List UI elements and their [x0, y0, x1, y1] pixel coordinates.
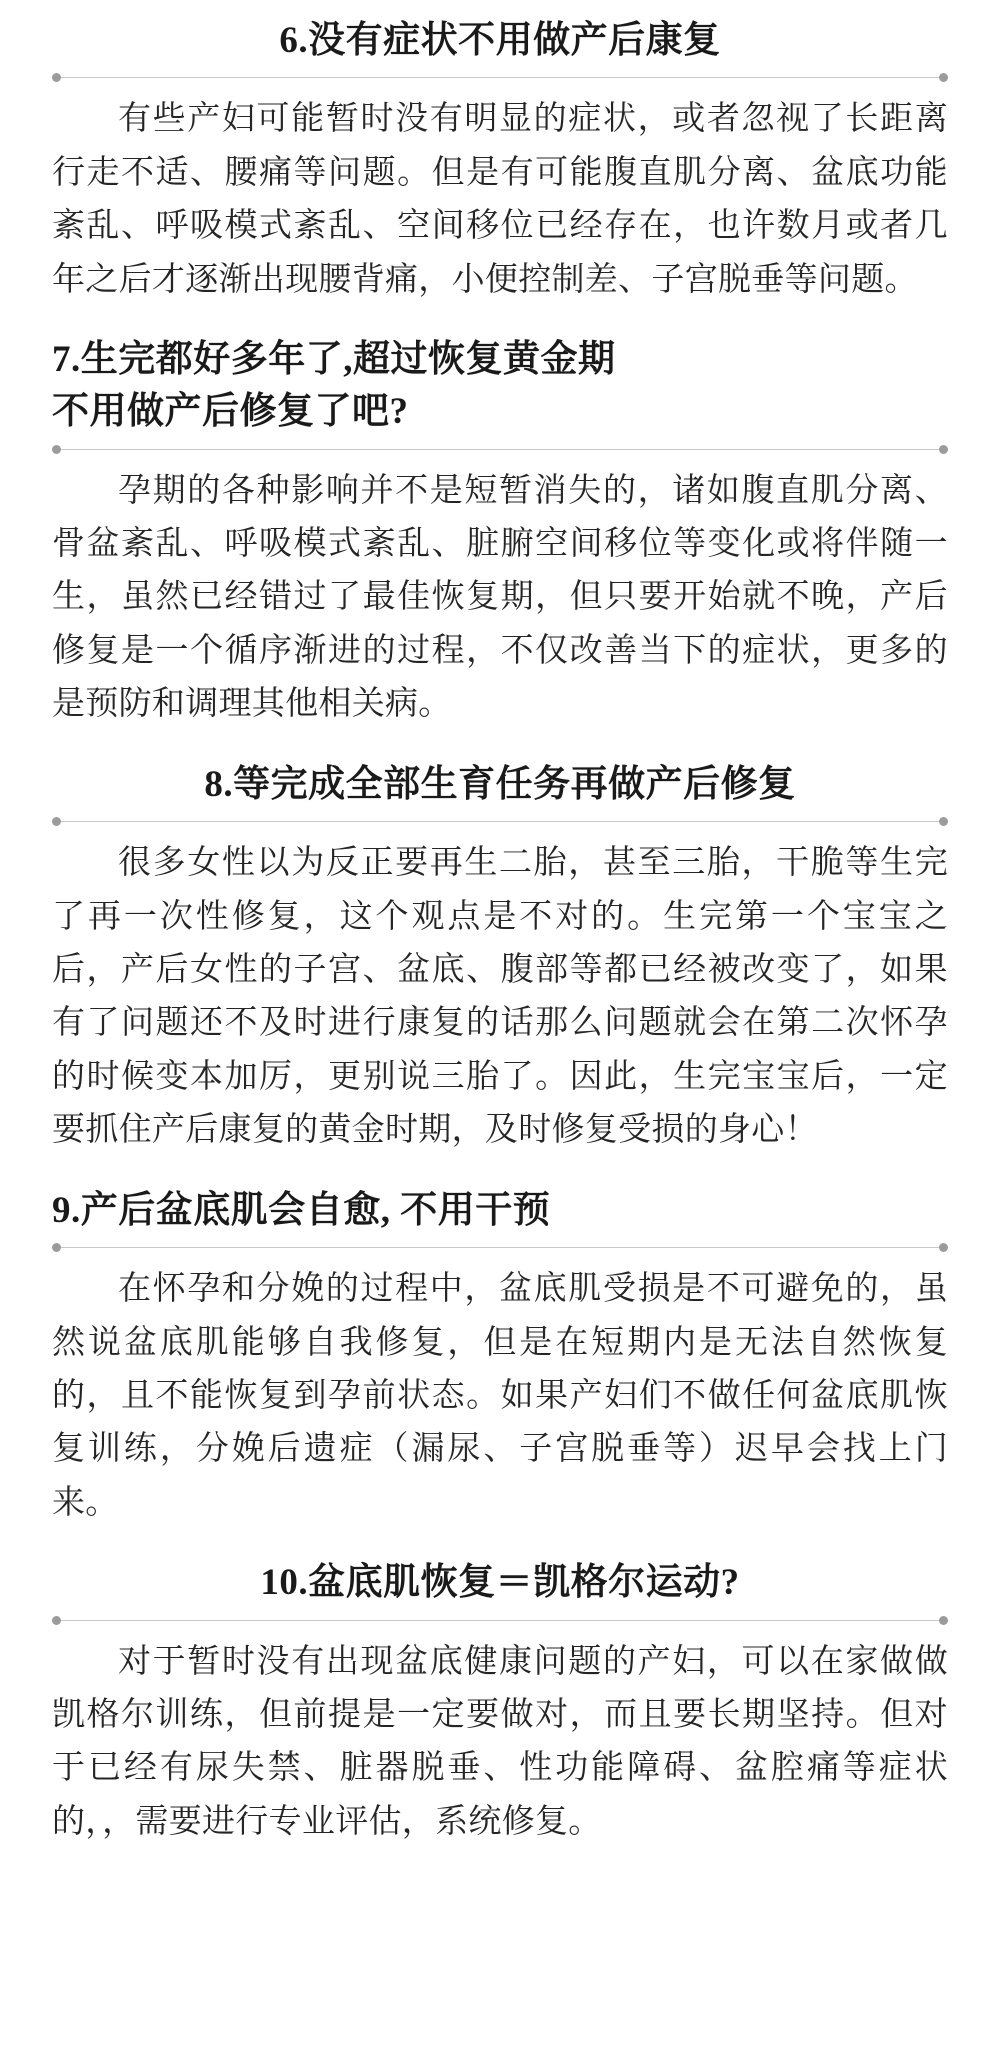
- section-8-heading: 8.等完成全部生育任务再做产后修复: [204, 763, 796, 805]
- section-7-divider: [52, 444, 948, 455]
- section-10-heading: 10.盆底肌恢复＝凯格尔运动?: [260, 1562, 740, 1604]
- section-7-heading-wrap: [52, 337, 948, 442]
- section-7-body: 孕期的各种影响并不是短暂消失的，诸如腹直肌分离、骨盆紊乱、呼吸模式紊乱、脏腑空间移位等变化或将伴随一生，虽然已经错过了最佳恢复期，但只要开始就不晚，产后修复是一个循序渐进的过程，不仅改善当下的症状，更多的是预防和调理其他相关病。: [52, 472, 948, 723]
- section-6-heading-wrap: [52, 18, 948, 70]
- divider-dot-left-icon: [52, 1616, 61, 1625]
- section-7: [52, 337, 948, 732]
- divider-dot-right-icon: [939, 1243, 948, 1252]
- divider-dot-right-icon: [939, 817, 948, 826]
- divider-dot-right-icon: [939, 1616, 948, 1625]
- section-10-divider: [52, 1615, 948, 1626]
- divider-dot-left-icon: [52, 73, 61, 82]
- section-6: [52, 18, 948, 307]
- section-9-divider: [52, 1242, 948, 1253]
- divider-dot-left-icon: [52, 817, 61, 826]
- section-8-divider: [52, 816, 948, 827]
- section-6-heading: 6.没有症状不用做产后康复: [279, 20, 721, 61]
- section-10-body: 对于暂时没有出现盆底健康问题的产妇，可以在家做做凯格尔训练，但前提是一定要做对，而且要长期坚持。但对于已经有尿失禁、脏器脱垂、性功能障碍、盆腔痛等症状的，，需要进行专业评估，系统修复。: [52, 1643, 948, 1840]
- section-7-heading-line-1: 7.生完都好多年了,超过恢复黄金期: [52, 339, 616, 381]
- section-8-heading-wrap: [52, 762, 948, 814]
- divider-dot-left-icon: [52, 445, 61, 454]
- section-9-body: 在怀孕和分娩的过程中，盆底肌受损是不可避免的，虽然说盆底肌能够自我修复，但是在短期内是无法自然恢复的，且不能恢复到孕前状态。如果产妇们不做任何盆底肌恢复训练，分娩后遗症（漏尿、子宫脱垂等）迟早会找上门来。: [52, 1271, 948, 1521]
- section-9-heading-wrap: [52, 1188, 948, 1240]
- divider-dot-right-icon: [939, 445, 948, 454]
- section-8-body: 很多女性以为反正要再生二胎，甚至三胎，干脆等生完了再一次性修复，这个观点是不对的。生完第一个宝宝之后，产后女性的子宫、盆底、腹部等都已经被改变了，如果有了问题还不及时进行康复的话那么问题就会在第二次怀孕的时候变本加厉，更别说三胎了。因此，生完宝宝后，一定要抓住产后康复的黄金时期，及时修复受损的身心！: [52, 845, 948, 1149]
- section-7-heading-line-2: 不用做产后修复了吧?: [52, 391, 409, 433]
- section-8: [52, 762, 948, 1158]
- divider-dot-left-icon: [52, 1243, 61, 1252]
- section-9: [52, 1188, 948, 1531]
- section-6-body: 有些产妇可能暂时没有明显的症状，或者忽视了长距离行走不适、腰痛等问题。但是有可能腹直肌分离、盆底功能紊乱、呼吸模式紊乱、空间移位已经存在，也许数月或者几年之后才逐渐出现腰背痛，小便控制差、子宫脱垂等问题。: [52, 101, 948, 298]
- section-6-divider: [52, 72, 948, 83]
- section-10-heading-wrap: [52, 1560, 948, 1612]
- divider-dot-right-icon: [939, 73, 948, 82]
- section-9-heading: 9.产后盆底肌会自愈, 不用干预: [52, 1189, 551, 1231]
- section-10: [52, 1560, 948, 1849]
